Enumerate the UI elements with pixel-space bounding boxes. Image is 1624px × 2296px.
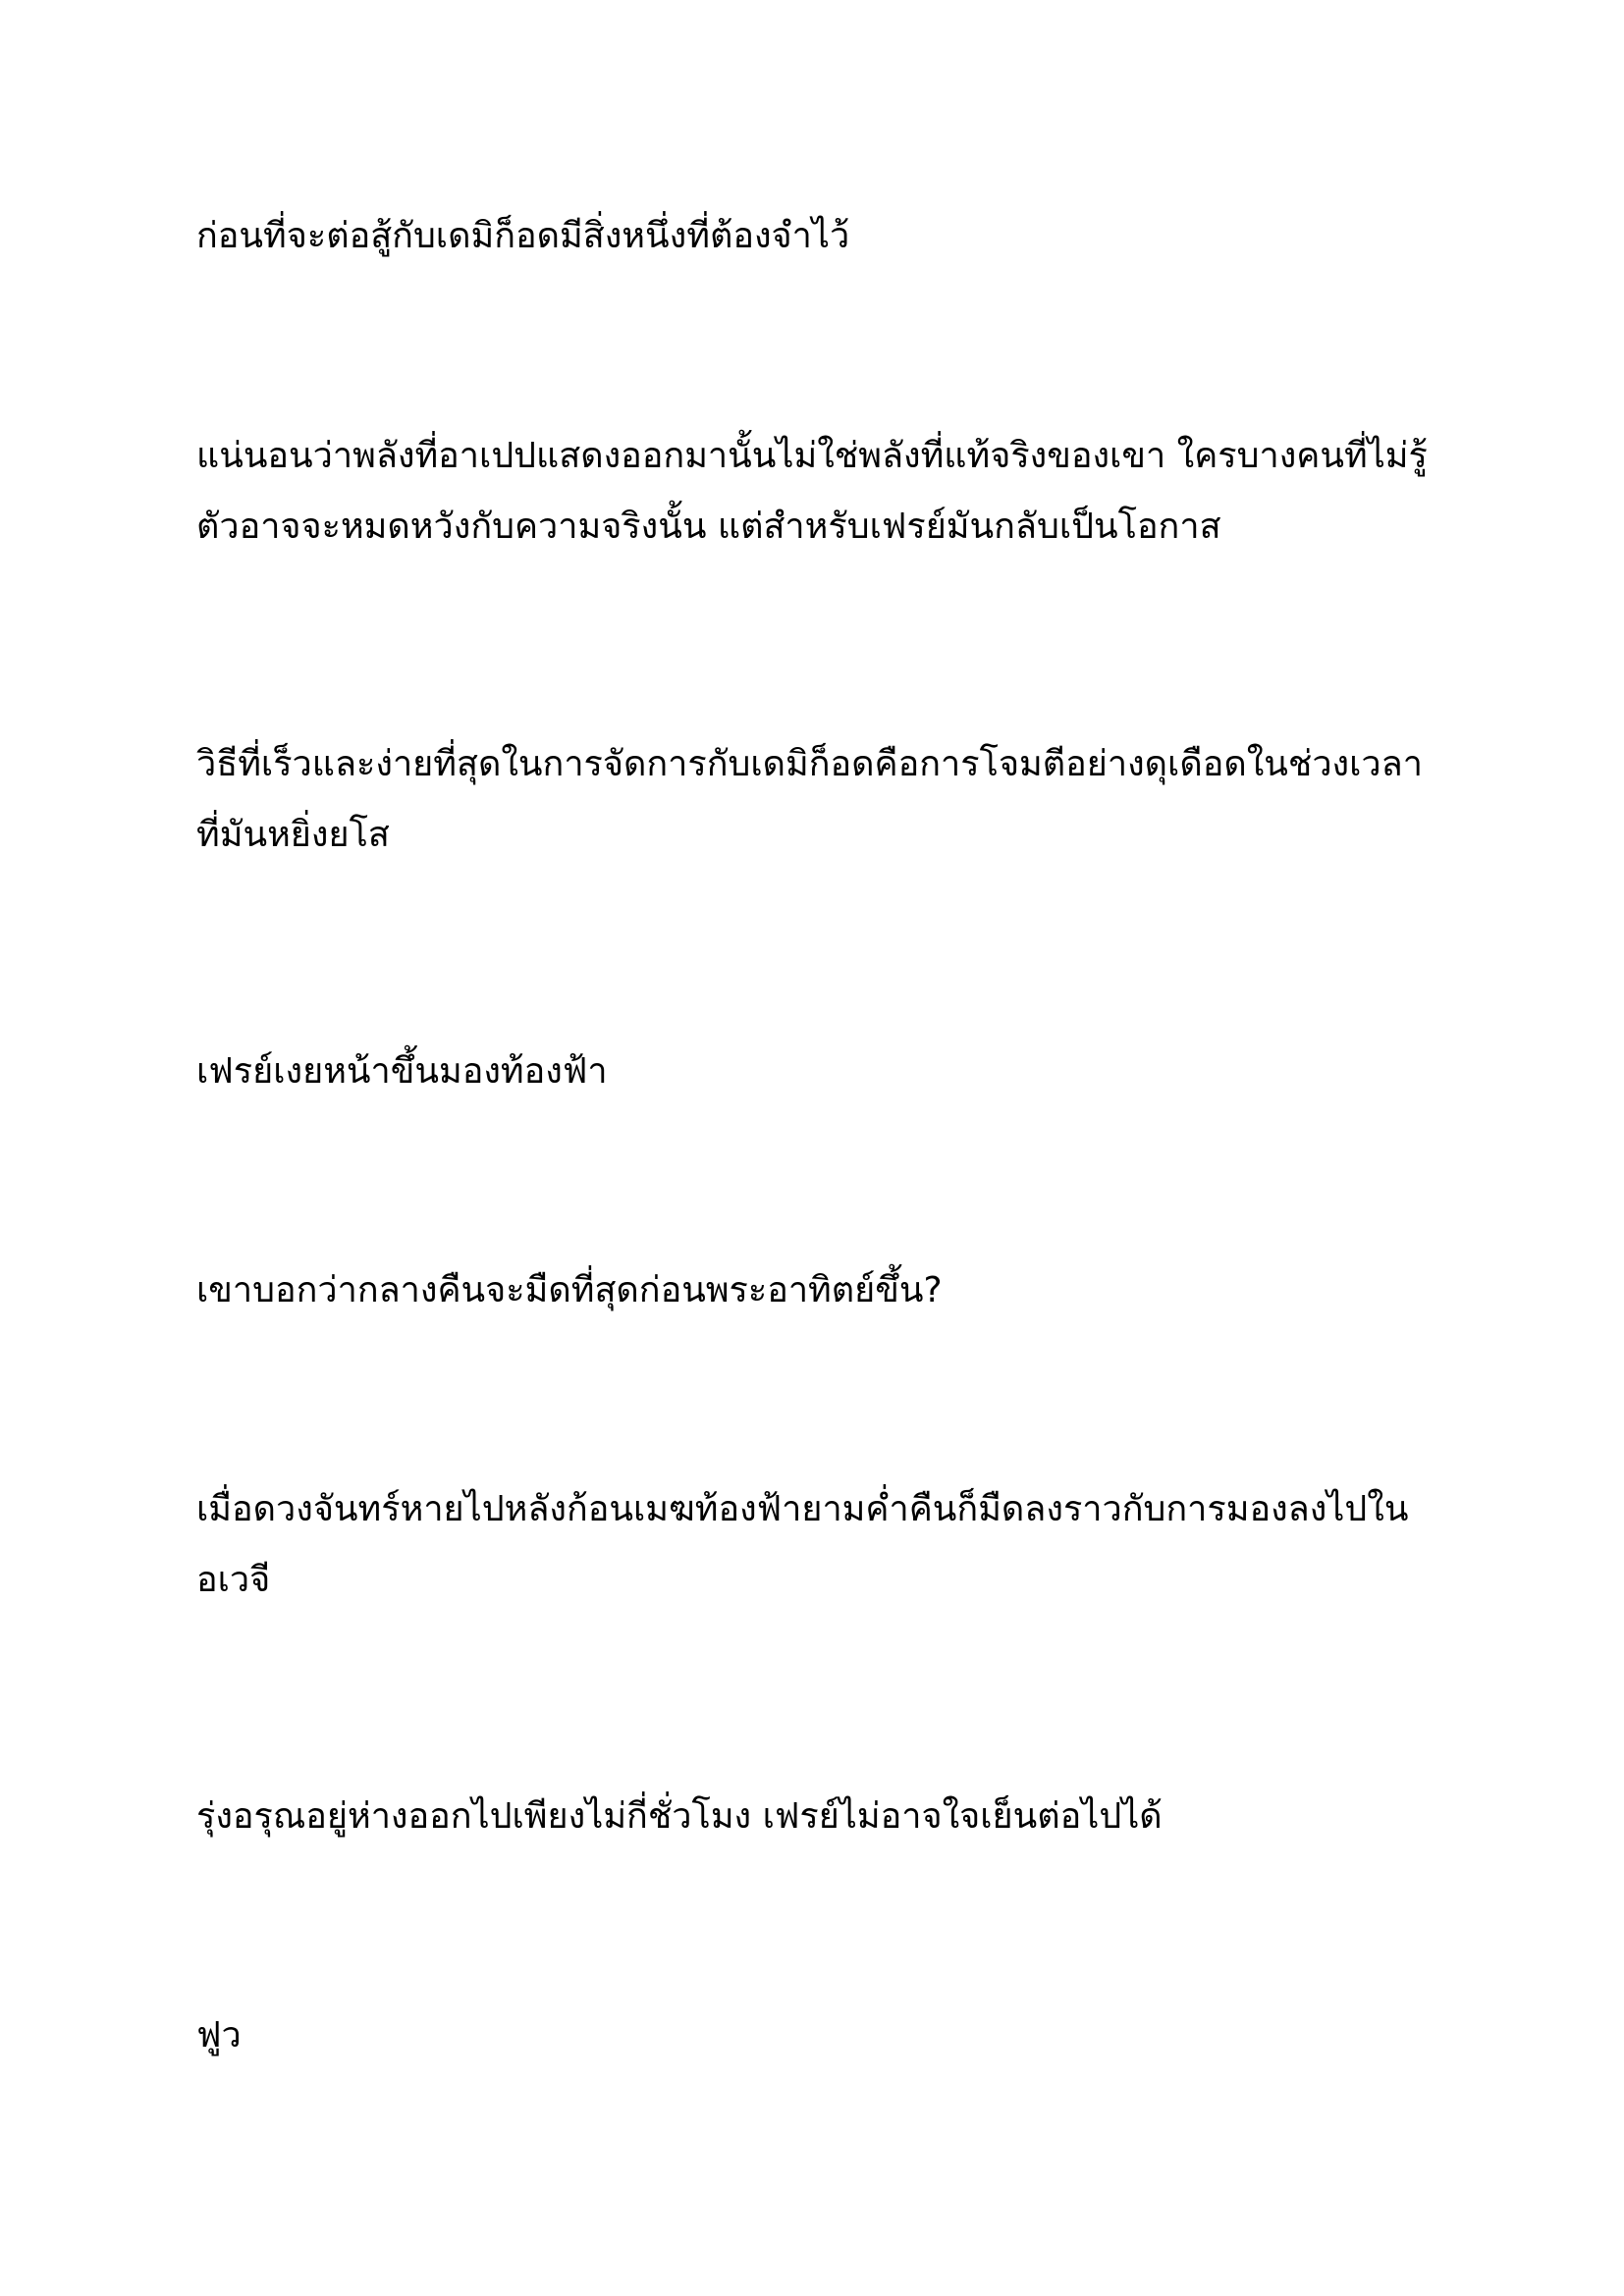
paragraph: ก่อนที่จะต่อสู้กับเดมิก็อดมีสิ่งหนึ่งที่ต้องจำไว้ (196, 216, 850, 256)
paragraph: ฟูว (196, 2015, 242, 2056)
paragraph: เมื่อดวงจันทร์หายไปหลังก้อนเมฆท้องฟ้ายามค่ำคืนก็มืดลงราวกับการมองลงไปในอเวจี (196, 1489, 1409, 1600)
paragraph: แน่นอนว่าพลังที่อาเปปแสดงออกมานั้นไม่ใช่พลังที่แท้จริงของเขา ใครบางคนที่ไม่รู้ตัวอาจจะหมดหวังกับความจริงนั้น แต่สำหรับเฟรย์มันกลับเป็นโอกาส (196, 436, 1428, 547)
paragraph: รุ่งอรุณอยู่ห่างออกไปเพียงไม่กี่ชั่วโมง เฟรย์ไม่อาจใจเย็นต่อไปได้ (196, 1796, 1163, 1837)
paragraph: เฟรย์เงยหน้าขึ้นมองท้องฟ้า (196, 1051, 608, 1092)
paragraph: เขาบอกว่ากลางคืนจะมืดที่สุดก่อนพระอาทิตย์ขึ้น? (196, 1270, 943, 1310)
paragraph: วิธีที่เร็วและง่ายที่สุดในการจัดการกับเดมิก็อดคือการโจมตีอย่างดุเดือดในช่วงเวลาที่มันหยิ่งยโส (196, 744, 1423, 855)
